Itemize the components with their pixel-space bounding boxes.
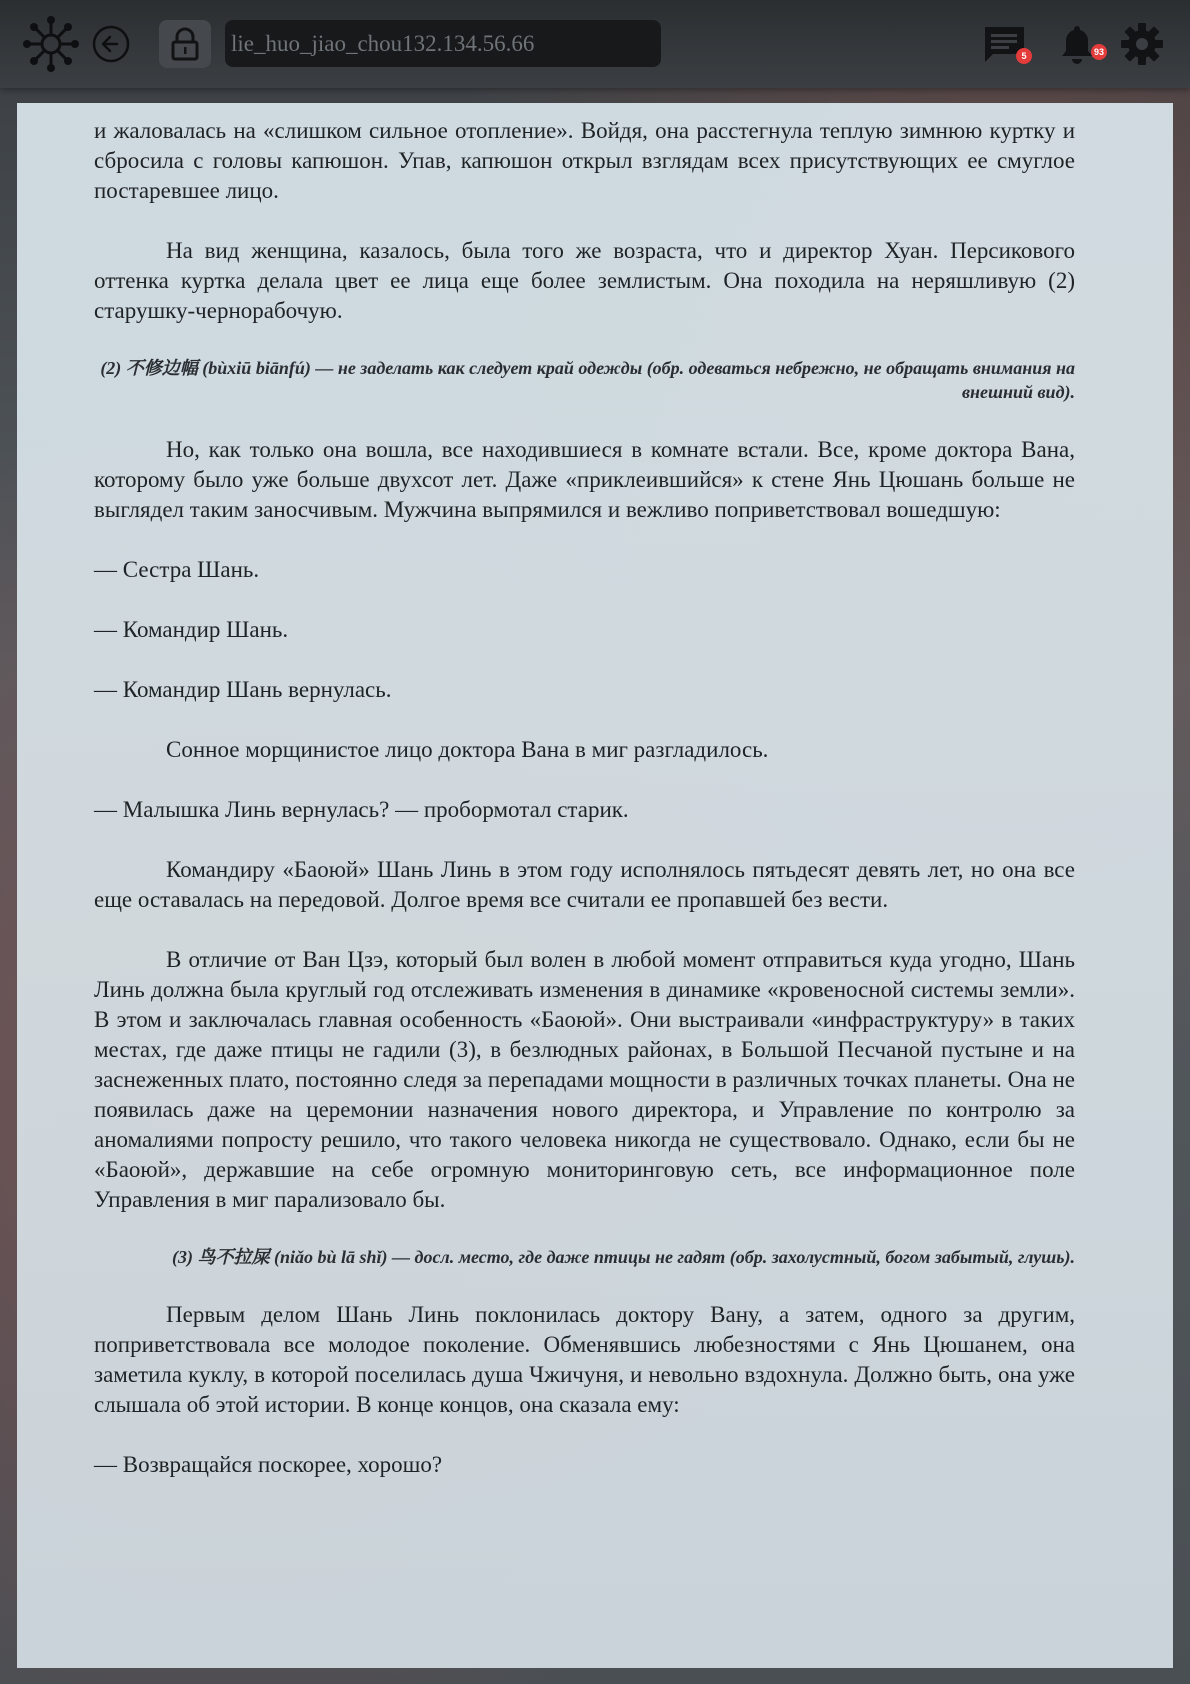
back-arrow-icon[interactable] xyxy=(90,23,132,65)
address-input[interactable] xyxy=(225,20,661,67)
network-logo-icon[interactable] xyxy=(22,15,80,73)
paragraph: Но, как только она вошла, все находившиеся в комнате встали. Все, кроме доктора Вана, которому было уже больше двухсот лет. Даже «приклеившийся» к стене Янь Цюшань больше не выглядел таким заносчивым. Мужчина выпрямился и вежливо поприветствовал вошедшую: xyxy=(94,437,1075,522)
lock-icon[interactable] xyxy=(159,20,211,68)
gear-icon[interactable] xyxy=(1118,20,1166,68)
dialog-line: — Командир Шань. xyxy=(94,617,289,642)
chapter-text xyxy=(94,116,1075,1510)
top-bar xyxy=(0,0,1190,88)
paragraph: Сонное морщинистое лицо доктора Вана в миг разгладилось. xyxy=(166,737,769,762)
paragraph: и жаловалась на «слишком сильное отопление». Войдя, она расстегнула теплую зимнюю куртку и сбросила с головы капюшон. Упав, капюшон открыл взглядам всех присутствующих ее смуглое постаревшее лицо. xyxy=(94,118,1075,203)
paragraph: На вид женщина, казалось, была того же возраста, что и директор Хуан. Персикового оттенка куртка делала цвет ее лица еще более землистым. Она походила на неряшливую (2) старушку-чернорабочую. xyxy=(94,238,1075,323)
bell-icon[interactable] xyxy=(1055,20,1104,68)
paragraph: В отличие от Ван Цзэ, который был волен в любой момент отправиться куда угодно, Шань Линь должна была круглый год отслеживать изменения в динамике «кровеносной системы земли». В этом и заключалась главная особенность «Баоюй». Они выстраивали «инфраструктуру» в таких местах, где даже птицы не гадили (3), в безлюдных районах, в Большой Песчаной пустыне и на заснеженных плато, постоянно следя за перепадами мощности в различных точках планеты. Она не появилась даже на церемонии назначения нового директора, и Управление по контролю за аномалиями попросту решило, что такого человека никогда не существовало. Однако, если бы не «Баоюй», державшие на себе огромную мониторинговую сеть, все информационное поле Управления в миг парализовало бы. xyxy=(94,947,1075,1212)
dialog-line: — Малышка Линь вернулась? — пробормотал старик. xyxy=(94,797,629,822)
dialog-line: — Командир Шань вернулась. xyxy=(94,677,392,702)
dialog-line: — Возвращайся поскорее, хорошо? xyxy=(94,1452,443,1477)
paragraph: Первым делом Шань Линь поклонилась доктору Вану, а затем, одного за другим, поприветствовала все молодое поколение. Обменявшись любезностями с Янь Цюшанем, она заметила куклу, в которой поселилась душа Чжичуня, и невольно вздохнула. Должно быть, она уже слышала об этой истории. В конце концов, она сказала ему: xyxy=(94,1302,1075,1417)
footnote: (2) 不修边幅 (bùxiū biānfú) — не заделать как следует край одежды (обр. одеваться небрежно, не обращать внимания на внешний вид). xyxy=(100,358,1075,402)
notifications-badge: 93 xyxy=(1091,44,1107,60)
reading-panel[interactable] xyxy=(17,103,1173,1668)
paragraph: Командиру «Баоюй» Шань Линь в этом году исполнялось пятьдесят девять лет, но она все еще оставалась на передовой. Долгое время все считали ее пропавшей без вести. xyxy=(94,857,1075,912)
dialog-line: — Сестра Шань. xyxy=(94,557,260,582)
chat-icon[interactable] xyxy=(980,22,1028,66)
messages-badge: 5 xyxy=(1016,48,1032,64)
footnote: (3) 鸟不拉屎 (niǎo bù lā shǐ) — досл. место, где даже птицы не гадят (обр. захолустный, богом забытый, глушь). xyxy=(172,1247,1075,1267)
